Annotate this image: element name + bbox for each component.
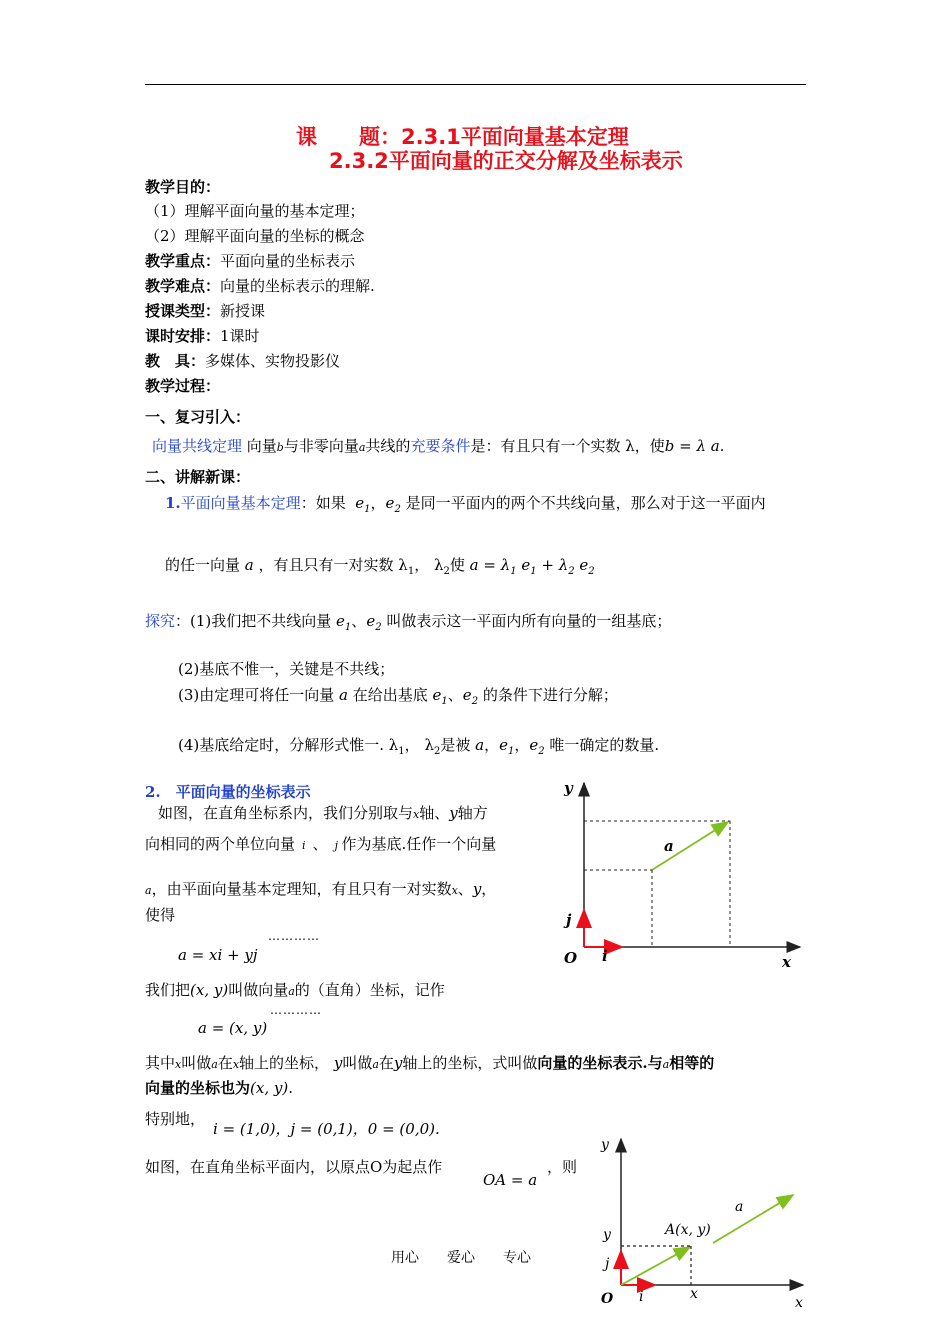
equation-2: a = (x, y)	[198, 1019, 268, 1037]
label-origin: O	[564, 949, 578, 967]
special-vectors: i = (1,0)，j = (0,1)，0 = (0,0).	[213, 1120, 440, 1138]
coords-p6: 其中x叫做a在x轴上的坐标， y叫做a在y轴上的坐标，式叫做向量的坐标表示.与a相等的	[145, 1054, 715, 1072]
link-collinear-theorem[interactable]: 向量共线定理	[152, 437, 243, 455]
page-title-line2: 2.3.2平面向量的正交分解及坐标表示	[329, 149, 683, 173]
label-y-tick: y	[603, 1227, 611, 1243]
equation-1: a = xi + yj	[178, 946, 258, 964]
label-x: x	[782, 953, 791, 971]
objective-item-2: （2）理解平面向量的坐标的概念	[145, 227, 365, 245]
objectives-label: 教学目的：	[145, 178, 221, 196]
theorem-line1: 1.平面向量基本定理：如果 $e_1$，$e_2$ 是同一平面内的两个不共线向量，那么对于这一平面内	[165, 494, 766, 515]
coords-p5: 我们把(x, y)叫做向量a的（直角）坐标，记作	[145, 981, 445, 999]
explore-2: (2)基底不惟一，关键是不共线；	[178, 660, 395, 678]
footer: 用心 爱心 专心	[391, 1250, 531, 1266]
key-point: 教学重点：平面向量的坐标表示	[145, 252, 356, 270]
dots-2: …………	[270, 1003, 322, 1017]
label-a: a	[664, 837, 674, 855]
tools: 教 具：多媒体、实物投影仪	[145, 352, 341, 370]
explore-3: (3)由定理可将任一向量 a 在给出基底 $e_1$、$e_2$ 的条件下进行分解；	[178, 686, 618, 707]
label-origin-2: O	[601, 1291, 614, 1307]
coords-p1: 如图，在直角坐标系内，我们分别取与x轴、y轴方	[158, 804, 488, 822]
link-sufficient-condition[interactable]: 充要条件	[410, 437, 471, 455]
review-heading: 一、复习引入：	[145, 408, 251, 426]
vector-a-2	[713, 1195, 793, 1243]
label-point-a: A(x, y)	[665, 1222, 711, 1238]
explore-1: 探究：(1)我们把不共线向量 $e_1$、$e_2$ 叫做表示这一平面内所有向量的一组基底；	[145, 612, 672, 633]
label-x-tick: x	[690, 1286, 698, 1302]
projection-lines	[584, 821, 730, 947]
label-y-2: y	[601, 1137, 609, 1153]
process-label: 教学过程：	[145, 377, 221, 395]
label-i-2: i	[639, 1289, 644, 1305]
coords-p4: 使得	[145, 906, 176, 924]
header-rule	[145, 84, 806, 85]
coords-p2: 向相同的两个单位向量 i 、 j 作为基底.任作一个向量	[145, 835, 497, 853]
coords-p3: a，由平面向量基本定理知，有且只有一对实数x、y，	[145, 880, 497, 898]
theorem-line2: 的任一向量 a ，有且只有一对实数 $\lambda_1$， $\lambda_2$使 $a = \lambda_1$ $e_1 + \lambda_2$ $e_2$	[165, 556, 595, 577]
lesson-type: 授课类型：新授课	[145, 302, 266, 320]
label-j-2: j	[605, 1256, 610, 1272]
objective-item-1: （1）理解平面向量的基本定理；	[145, 202, 365, 220]
label-j: j	[566, 911, 572, 929]
label-a-2: a	[735, 1199, 744, 1215]
page-title-line1: 课 题：2.3.1平面向量基本定理	[296, 125, 629, 149]
label-y: y	[564, 779, 573, 797]
difficulty: 教学难点：向量的坐标表示的理解.	[145, 277, 375, 295]
coords-p7: 向量的坐标也为(x, y).	[145, 1079, 293, 1097]
time-plan: 课时安排：1课时	[145, 327, 260, 345]
label-i: i	[602, 947, 608, 965]
coords-heading: 2. 平面向量的坐标表示	[145, 783, 311, 801]
vector-oa	[621, 1247, 690, 1285]
newlesson-heading: 二、讲解新课：	[145, 468, 251, 486]
coords-p8: 特别地，	[145, 1110, 206, 1128]
coordinate-figure-2	[595, 1135, 810, 1315]
coords-p9: 如图，在直角坐标平面内，以原点O为起点作	[145, 1158, 443, 1176]
coords-p9b: ，则	[547, 1158, 578, 1176]
dots-1: …………	[268, 929, 320, 943]
coordinate-figure-1	[550, 775, 810, 975]
oa-equation: OA = a	[483, 1171, 538, 1189]
review-text: 向量共线定理 向量b与非零向量a共线的充要条件是：有且只有一个实数 λ，使b = λ a.	[152, 437, 725, 455]
explore-4: (4)基底给定时，分解形式惟一. $\lambda_1$， $\lambda_2$是被 a，$e_1$，$e_2$ 唯一确定的数量.	[178, 736, 660, 757]
label-x-2: x	[795, 1295, 803, 1311]
